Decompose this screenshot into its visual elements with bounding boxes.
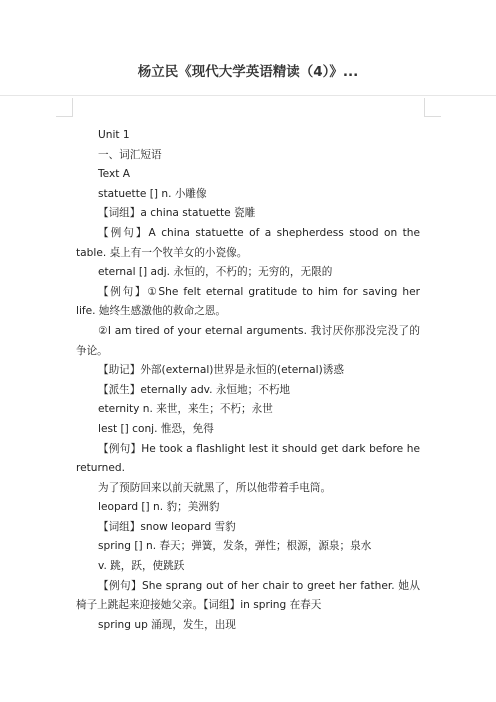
text-line: 【词组】a china statuette 瓷雕 — [98, 207, 256, 220]
crop-mark-top-left-h — [56, 116, 73, 117]
document-body — [76, 126, 420, 635]
header-divider — [0, 95, 496, 96]
text-line: 【例句】①She felt eternal gratitude to him for saving her life. 她终生感激他的救命之恩。 — [76, 285, 420, 318]
text-line: eternity n. 来世，来生；不朽；永世 — [98, 403, 273, 416]
text-line: Unit 1 — [98, 129, 130, 141]
crop-mark-top-left-v — [72, 98, 73, 116]
text-line: v. 跳，跃，使跳跃 — [98, 560, 185, 573]
text-line: eternal [] adj. 永恒的，不朽的；无穷的，无限的 — [98, 266, 333, 279]
text-line: 为了预防回来以前天就黑了，所以他带着手电筒。 — [98, 481, 332, 494]
text-line: lest [] conj. 惟恐，免得 — [98, 422, 214, 435]
text-line: leopard [] n. 豹；美洲豹 — [98, 501, 220, 514]
text-line: ②I am tired of your eternal arguments. 我讨厌你那没完没了的争论。 — [76, 324, 420, 357]
text-line: 【词组】snow leopard 雪豹 — [98, 520, 236, 533]
crop-mark-top-right-v — [424, 98, 425, 116]
text-line: spring up 涌现，发生，出现 — [98, 618, 236, 631]
text-line: Text A — [98, 168, 131, 181]
text-line: 一、词汇短语 — [98, 148, 162, 161]
text-line: 【助记】外部(external)世界是永恒的(eternal)诱惑 — [98, 364, 344, 377]
text-line: statuette [] n. 小雕像 — [98, 187, 207, 200]
text-line: 【例句】A china statuette of a shepherdess stood on the table. 桌上有一个牧羊女的小瓷像。 — [76, 226, 420, 259]
document-title: 杨立民《现代大学英语精读（4）》... — [137, 64, 359, 80]
text-line: 【例句】He took a flashlight lest it should get dark before he returned. — [76, 442, 420, 475]
text-line: 【派生】eternally adv. 永恒地；不朽地 — [98, 383, 291, 396]
text-line: spring [] n. 春天；弹簧，发条，弹性；根源，源泉；泉水 — [98, 540, 372, 553]
crop-mark-top-right-h — [424, 116, 441, 117]
text-line: 【例句】She sprang out of her chair to greet her father. 她从椅子上跳起来迎接她父亲。【词组】in spring 在春天 — [76, 579, 420, 612]
